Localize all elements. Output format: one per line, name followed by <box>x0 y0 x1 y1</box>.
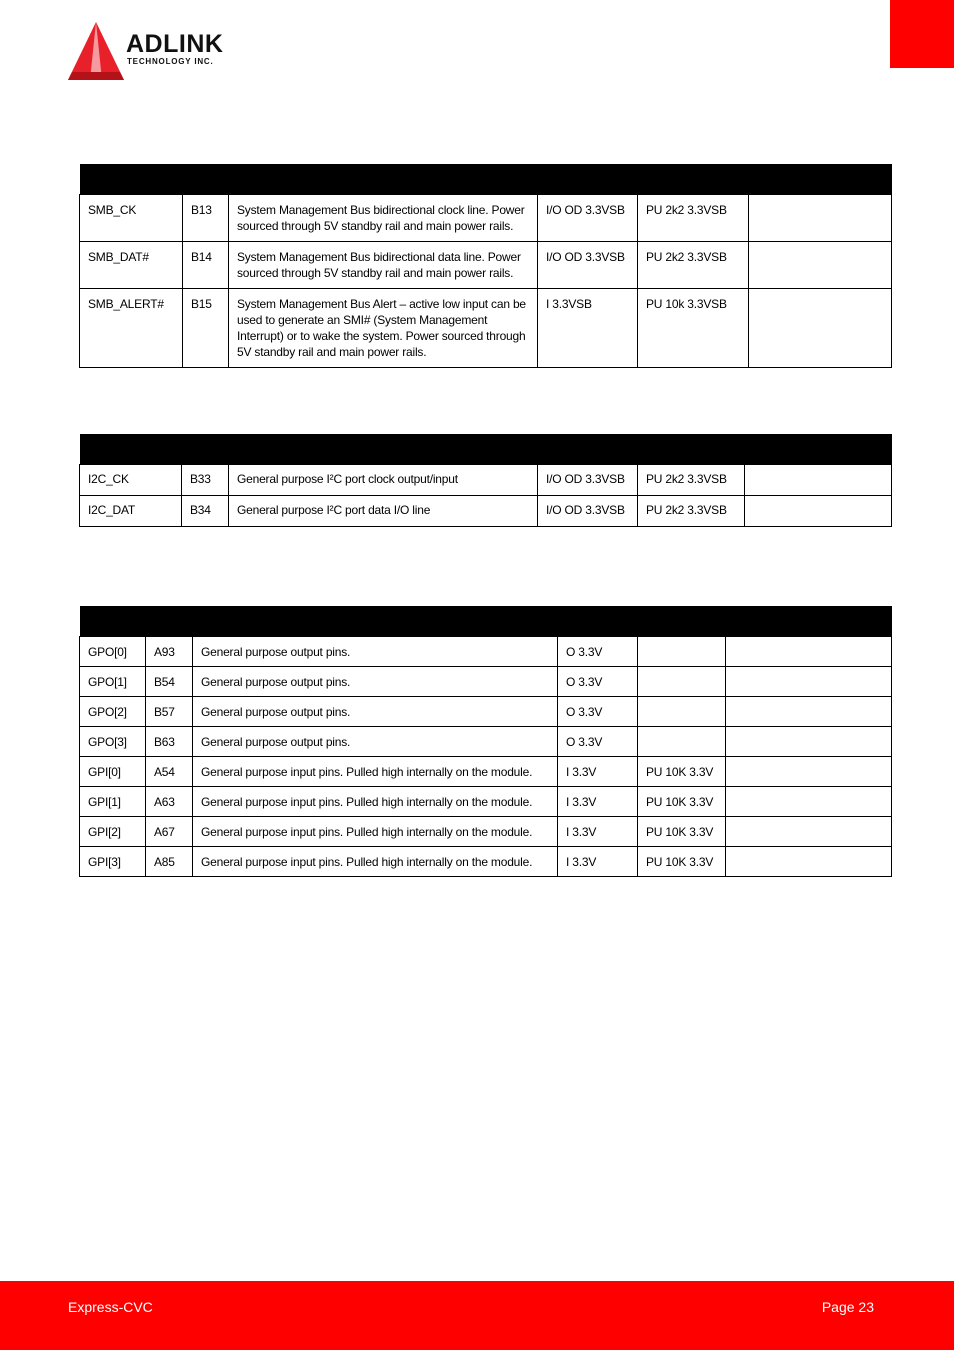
io-type-cell: O 3.3V <box>558 727 638 757</box>
signal-cell: SMB_CK <box>80 195 183 242</box>
io-type-cell: O 3.3V <box>558 697 638 727</box>
pu-pd-cell: PU 10K 3.3V <box>638 787 726 817</box>
description-cell: System Management Bus Alert – active low input can be used to generate an SMI# (System Management Interrupt) or to wake the system. Power sourced through 5V standby rail and main power rails. <box>229 289 538 368</box>
comment-cell <box>745 496 892 527</box>
pin-cell: B57 <box>146 697 193 727</box>
pu-pd-cell: PU 10K 3.3V <box>638 757 726 787</box>
description-cell: General purpose input pins. Pulled high internally on the module. <box>193 847 558 877</box>
footer-product-name: Express-CVC <box>68 1299 153 1315</box>
comment-cell <box>726 667 892 697</box>
table-row <box>80 195 892 242</box>
pin-cell: B33 <box>182 465 229 496</box>
page-footer <box>0 1281 954 1350</box>
comment-cell <box>726 787 892 817</box>
smbus-signal-table <box>79 164 892 368</box>
description-cell: General purpose output pins. <box>193 637 558 667</box>
io-type-cell: I 3.3V <box>558 847 638 877</box>
description-cell: General purpose input pins. Pulled high internally on the module. <box>193 757 558 787</box>
comment-cell <box>749 289 892 368</box>
pu-pd-cell <box>638 637 726 667</box>
pu-pd-cell: PU 2k2 3.3VSB <box>638 465 745 496</box>
io-type-cell: I/O OD 3.3VSB <box>538 195 638 242</box>
adlink-logo <box>66 22 256 82</box>
comment-cell <box>726 697 892 727</box>
comment-cell <box>726 637 892 667</box>
corner-tab <box>890 0 954 68</box>
pin-cell: A85 <box>146 847 193 877</box>
table-header-row <box>80 606 892 637</box>
pin-cell: B34 <box>182 496 229 527</box>
signal-cell: SMB_ALERT# <box>80 289 183 368</box>
footer-page-number: Page 23 <box>821 1299 874 1315</box>
pu-pd-cell <box>638 697 726 727</box>
description-cell: General purpose I²C port clock output/input <box>229 465 538 496</box>
signal-cell: GPO[1] <box>80 667 146 697</box>
signal-cell: GPO[3] <box>80 727 146 757</box>
io-type-cell: I/O OD 3.3VSB <box>538 496 638 527</box>
signal-cell: GPI[1] <box>80 787 146 817</box>
io-type-cell: I/O OD 3.3VSB <box>538 242 638 289</box>
table-row <box>80 465 892 496</box>
description-cell: System Management Bus bidirectional clock line. Power sourced through 5V standby rail and main power rails. <box>229 195 538 242</box>
comment-cell <box>745 465 892 496</box>
table-row <box>80 667 892 697</box>
table-header-row <box>80 434 892 465</box>
pu-pd-cell: PU 2k2 3.3VSB <box>638 242 749 289</box>
comment-cell <box>749 242 892 289</box>
pu-pd-cell: PU 10K 3.3V <box>638 817 726 847</box>
signal-cell: I2C_DAT <box>80 496 182 527</box>
description-cell: General purpose I²C port data I/O line <box>229 496 538 527</box>
signal-cell: SMB_DAT# <box>80 242 183 289</box>
table-row <box>80 496 892 527</box>
signal-cell: GPO[0] <box>80 637 146 667</box>
pin-cell: A67 <box>146 817 193 847</box>
table-header-row <box>80 164 892 195</box>
signal-cell: GPI[0] <box>80 757 146 787</box>
signal-cell: GPI[3] <box>80 847 146 877</box>
description-cell: General purpose output pins. <box>193 697 558 727</box>
io-type-cell: I/O OD 3.3VSB <box>538 465 638 496</box>
table-row <box>80 637 892 667</box>
table-row <box>80 757 892 787</box>
i2c-signal-table <box>79 434 892 527</box>
pin-cell: A54 <box>146 757 193 787</box>
table-row <box>80 727 892 757</box>
table-row <box>80 787 892 817</box>
pin-cell: B63 <box>146 727 193 757</box>
brand-subtitle: TECHNOLOGY INC. <box>127 57 214 66</box>
pin-cell: B14 <box>183 242 229 289</box>
pu-pd-cell: PU 10k 3.3VSB <box>638 289 749 368</box>
pin-cell: A63 <box>146 787 193 817</box>
table-row <box>80 847 892 877</box>
comment-cell <box>726 757 892 787</box>
pu-pd-cell: PU 2k2 3.3VSB <box>638 496 745 527</box>
adlink-triangle-icon <box>66 22 126 82</box>
io-type-cell: O 3.3V <box>558 637 638 667</box>
description-cell: General purpose output pins. <box>193 727 558 757</box>
io-type-cell: I 3.3V <box>558 817 638 847</box>
pin-cell: B15 <box>183 289 229 368</box>
pin-cell: A93 <box>146 637 193 667</box>
description-cell: General purpose input pins. Pulled high internally on the module. <box>193 817 558 847</box>
io-type-cell: I 3.3V <box>558 757 638 787</box>
pin-cell: B54 <box>146 667 193 697</box>
comment-cell <box>726 847 892 877</box>
description-cell: System Management Bus bidirectional data line. Power sourced through 5V standby rail and main power rails. <box>229 242 538 289</box>
comment-cell <box>749 195 892 242</box>
signal-cell: GPO[2] <box>80 697 146 727</box>
description-cell: General purpose input pins. Pulled high internally on the module. <box>193 787 558 817</box>
pu-pd-cell <box>638 727 726 757</box>
description-cell: General purpose output pins. <box>193 667 558 697</box>
signal-cell: I2C_CK <box>80 465 182 496</box>
io-type-cell: I 3.3VSB <box>538 289 638 368</box>
pu-pd-cell: PU 2k2 3.3VSB <box>638 195 749 242</box>
io-type-cell: O 3.3V <box>558 667 638 697</box>
table-row <box>80 289 892 368</box>
table-row <box>80 817 892 847</box>
table-row <box>80 242 892 289</box>
table-row <box>80 697 892 727</box>
signal-cell: GPI[2] <box>80 817 146 847</box>
comment-cell <box>726 817 892 847</box>
pin-cell: B13 <box>183 195 229 242</box>
pu-pd-cell: PU 10K 3.3V <box>638 847 726 877</box>
io-type-cell: I 3.3V <box>558 787 638 817</box>
comment-cell <box>726 727 892 757</box>
pu-pd-cell <box>638 667 726 697</box>
brand-name: ADLINK <box>126 30 224 58</box>
gpio-signal-table <box>79 606 892 877</box>
